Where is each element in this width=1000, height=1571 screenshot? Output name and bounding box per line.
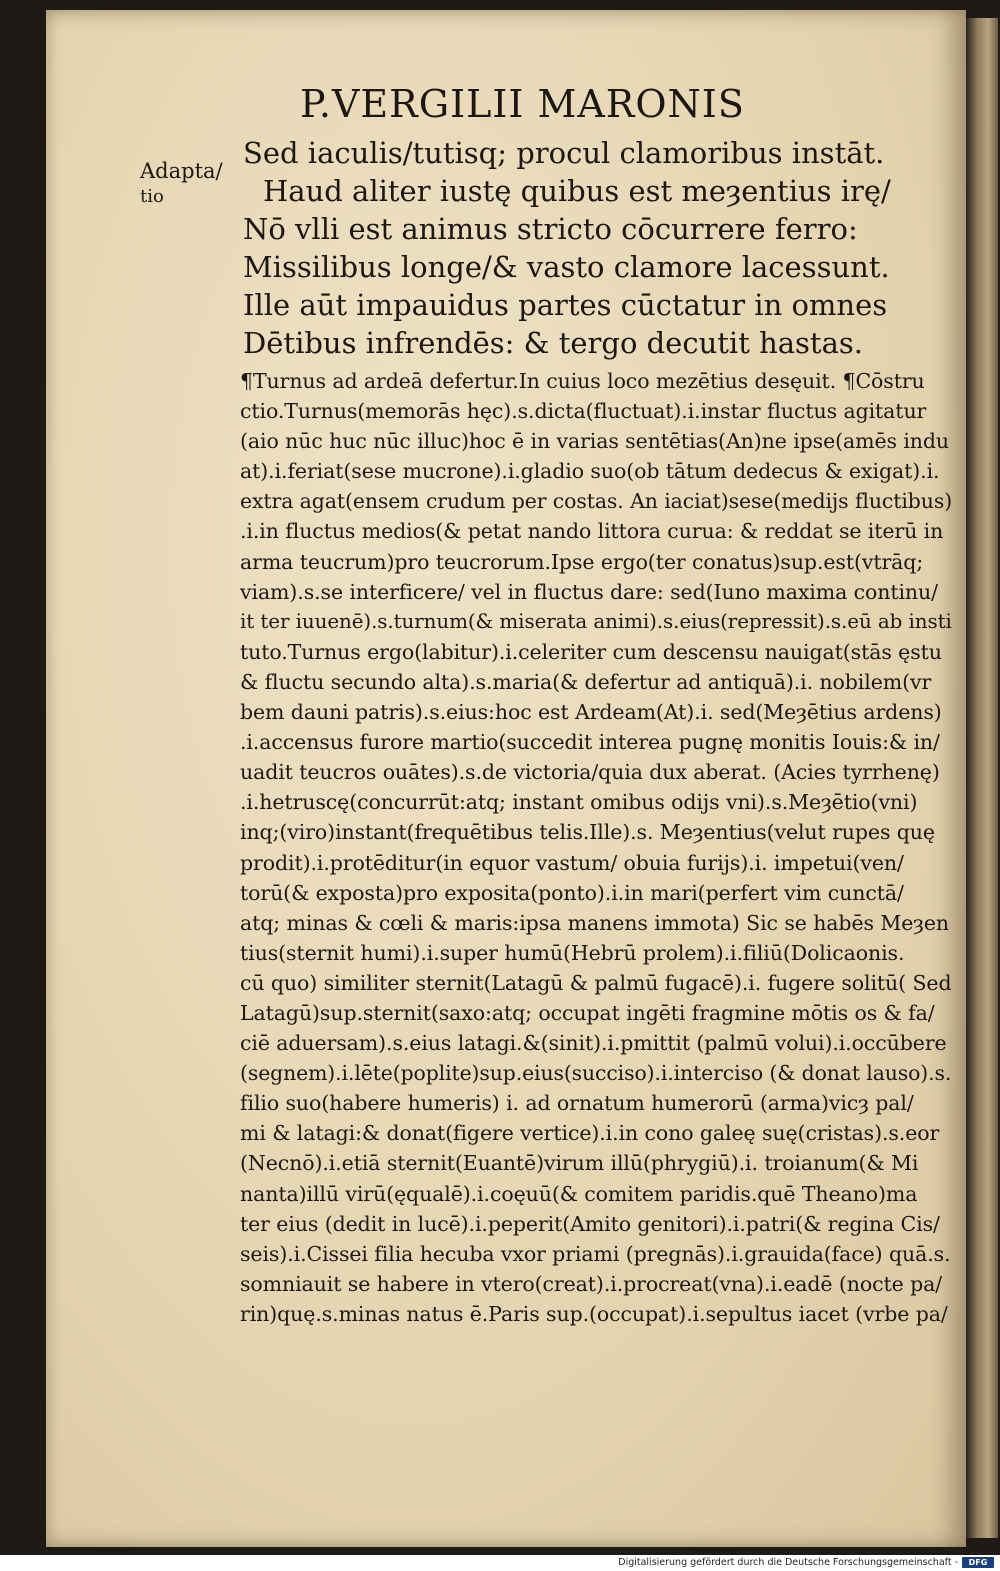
digitization-credit: Digitalisierung gefördert durch die Deutsche Forschungsgemeinschaft - (618, 1557, 958, 1568)
commentary-line: nanta)illū virū(ęqualē).i.coęuū(& comitem paridis.quē Theano)ma (240, 1181, 918, 1206)
commentary-line: (segnem).i.lēte(poplite)sup.eius(succiso).i.interciso (& donat lauso).s. (240, 1061, 952, 1086)
facing-page-edge (966, 18, 998, 1538)
running-title: P.VERGILII MARONIS (300, 82, 745, 126)
commentary-line: somniauit se habere in vtero(creat).i.procreat(vna).i.eadē (nocte pa/ (240, 1271, 943, 1296)
commentary-line: ctio.Turnus(memorās hęc).s.dicta(fluctuat).i.instar fluctus agitatur (240, 399, 927, 424)
commentary-line: (Necnō).i.etiā sternit(Euantē)virum illū(phrygiū).i. troianum(& Mi (240, 1151, 919, 1176)
commentary-line: torū(& exposta)pro exposita(ponto).i.in mari(perfert vim cunctā/ (240, 880, 904, 905)
verse-line: Nō vlli est animus stricto cōcurrere ferro: (243, 212, 858, 246)
commentary-line: (aio nūc huc nūc illuc)hoc ē in varias sentētias(An)ne ipse(amēs indu (240, 429, 950, 454)
commentary-line: Latagū)sup.sternit(saxo:atq; occupat ingēti fragmine mōtis os & fa/ (240, 1000, 935, 1025)
verse-line: Sed iaculis/tutisq; procul clamoribus instāt. (243, 136, 885, 170)
commentary-line: prodit).i.protēditur(in equor vastum/ obuia furijs).i. impetui(ven/ (240, 850, 904, 875)
verse-line: Haud aliter iustę quibus est meȝentius irę/ (263, 174, 891, 208)
commentary-line: rin)quę.s.minas natus ē.Paris sup.(occupat).i.sepultus iacet (vrbe pa/ (240, 1301, 948, 1326)
commentary-line: ciē aduersam).s.eius latagi.&(sinit).i.pmittit (palmū volui).i.occūbere (240, 1031, 947, 1056)
commentary-line: at).i.feriat(sese mucrone).i.gladio suo(ob tātum dedecus & exigat).i. (240, 459, 940, 484)
commentary-line: it ter iuuenē).s.turnum(& miserata animi).s.eius(repressit).s.eū ab insti (240, 609, 952, 633)
dfg-logo: DFG (962, 1557, 994, 1568)
commentary-line: ter eius (dedit in lucē).i.peperit(Amito genitori).i.patri(& regina Cis/ (240, 1211, 940, 1236)
marginal-note-line: tio (140, 186, 164, 207)
verse-line: Dētibus infrendēs: & tergo decutit hastas. (243, 326, 863, 360)
commentary-line: cū quo) similiter sternit(Latagū & palmū fugacē).i. fugere solitū( Sed (240, 970, 952, 995)
commentary-line: tius(sternit humi).i.super humū(Hebrū prolem).i.filiū(Dolicaonis. (240, 940, 905, 965)
commentary-line: inq;(viro)instant(frequētibus telis.Ille).s. Meȝentius(velut rupes quę (240, 820, 935, 845)
commentary-line: & fluctu secundo alta).s.maria(& defertur ad antiquā).i. nobilem(vr (240, 669, 932, 694)
commentary-line: bem dauni patris).s.eius:hoc est Ardeam(At).i. sed(Meȝētius ardens) (240, 700, 942, 725)
commentary-line: mi & latagi:& donat(figere vertice).i.in cono galeę suę(cristas).s.eor (240, 1121, 940, 1146)
commentary-line: .i.in fluctus medios(& petat nando littora curua: & reddat se iterū in (240, 519, 944, 544)
commentary-line: .i.accensus furore martio(succedit interea pugnę monitis Iouis:& in/ (240, 730, 940, 755)
commentary-line: seis).i.Cissei filia hecuba vxor priami (pregnās).i.grauida(face) quā.s. (240, 1241, 951, 1266)
commentary-line: atq; minas & cœli & maris:ipsa manens immota) Sic se habēs Meȝen (240, 910, 949, 935)
marginal-note-line: Adapta/ (140, 159, 223, 183)
commentary-line: ¶Turnus ad ardeā defertur.In cuius loco mezētius desęuit. ¶Cōstru (240, 369, 925, 393)
verse-line: Ille aūt impauidus partes cūctatur in omnes (243, 288, 888, 322)
commentary-line: extra agat(ensem crudum per costas. An iaciat)sese(medijs fluctibus) (240, 489, 953, 514)
commentary-line: arma teucrum)pro teucrorum.Ipse ergo(ter conatus)sup.est(vtrāq; (240, 549, 924, 574)
commentary-line: viam).s.se interficere/ vel in fluctus dare: sed(Iuno maxima continu/ (240, 579, 938, 604)
verse-line: Missilibus longe/& vasto clamore lacessunt. (243, 250, 890, 284)
marginal-note (140, 158, 240, 218)
commentary-line: filio suo(habere humeris) i. ad ornatum humerorū (arma)vicȝ pal/ (240, 1091, 914, 1116)
commentary-line: .i.hetruscę(concurrūt:atq; instant omibus odijs vni).s.Meȝētio(vni) (240, 790, 918, 815)
commentary-block (240, 366, 953, 1329)
commentary-line: uadit teucros ouātes).s.de victoria/quia dux aberat. (Acies tyrrhenę) (240, 760, 940, 785)
verse-block (243, 134, 943, 362)
commentary-line: tuto.Turnus ergo(labitur).i.celeriter cum descensu nauigat(stās ęstu (240, 639, 942, 664)
